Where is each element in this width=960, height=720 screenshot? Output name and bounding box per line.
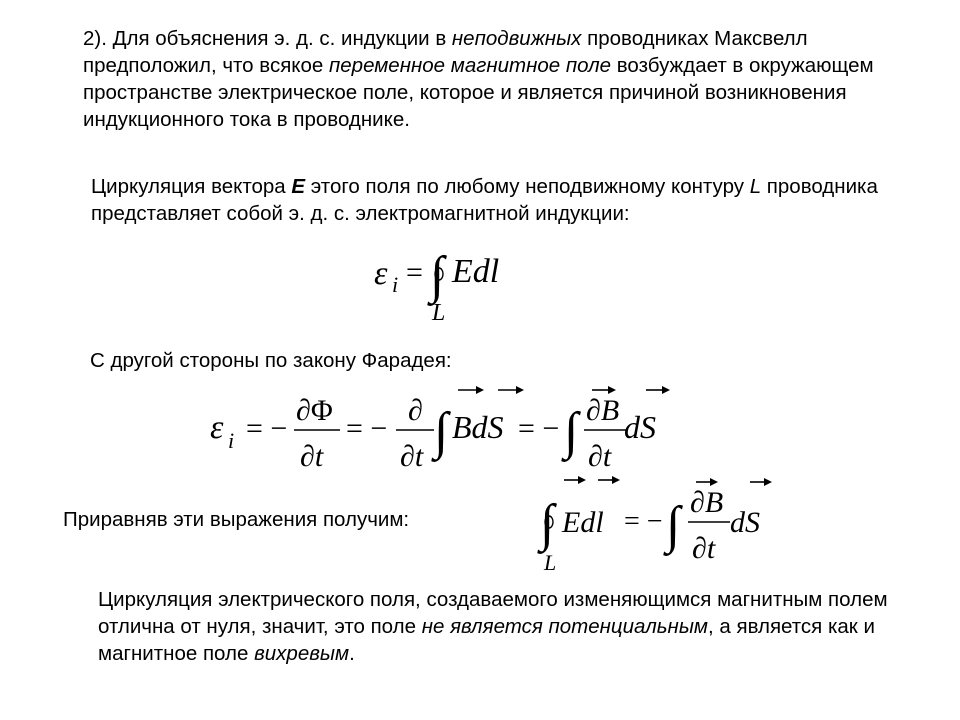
formula-equated [536, 470, 786, 578]
p1-emphasis-variable-field: переменное магнитное поле [329, 54, 612, 77]
p2-suffix: проводника представляет собой э. д. с. электромагнитной индукции: [91, 175, 878, 225]
p5-suffix: . [349, 642, 355, 665]
f2-vector-arrow-ds2 [646, 386, 670, 394]
f2-numerator-partial: ∂ [408, 394, 423, 427]
paragraph-circulation-definition [91, 173, 941, 227]
f2-vector-arrow-b2 [592, 386, 616, 394]
f2-equals-minus-2: = − [346, 412, 388, 445]
f3-denominator: ∂t [692, 532, 716, 565]
f3-contour-integral-sign: ∫ [540, 495, 555, 552]
paragraph-conclusion [98, 586, 918, 667]
p1-emphasis-stationary: неподвижных [451, 27, 582, 50]
f3-vector-arrow-b [696, 478, 718, 486]
f1-emf-symbol: ε [374, 255, 388, 292]
f3-integrand: Edl [562, 506, 604, 539]
paragraph-maxwell-hypothesis [83, 25, 933, 133]
f2-denominator-2: ∂t [400, 440, 424, 473]
f2-term-bds: BdS [452, 409, 504, 445]
f3-equals-minus: = − [624, 506, 663, 537]
f2-equals-minus-3: = − [518, 412, 560, 445]
f3-integral-sign: ∫ [666, 497, 681, 554]
p2-prefix: Циркуляция вектора [91, 175, 292, 198]
formula-emf-circulation [360, 236, 540, 328]
f1-equals: = [406, 256, 423, 289]
p2-contour-l: L [749, 175, 762, 198]
f3-vector-arrow-ds [750, 478, 772, 486]
f1-contour-integral-sign: ∫ [430, 247, 445, 304]
f2-denominator-3: ∂t [588, 440, 612, 473]
f2-emf-subscript: i [228, 428, 235, 453]
paragraph-equating: Приравняв эти выражения получим: [63, 508, 410, 531]
p5-emphasis-vortex: вихревым [254, 642, 350, 665]
f3-vector-arrow-e [564, 476, 586, 484]
f1-emf-subscript: i [392, 272, 399, 297]
f1-integrand: Edl [452, 253, 500, 290]
p2-vector-e: E [291, 175, 306, 198]
formula-faraday [200, 378, 690, 478]
f2-vector-arrow-b [458, 386, 484, 394]
f2-numerator-flux: ∂Φ [296, 394, 333, 427]
f3-term-ds: dS [730, 506, 760, 539]
f2-equals-minus-1: = − [246, 412, 288, 445]
p1-prefix: 2). Для объяснения э. д. с. индукции в [83, 27, 452, 50]
f2-term-ds: dS [624, 409, 656, 445]
f2-integral-sign-2: ∫ [564, 403, 579, 460]
p5-prefix: Циркуляция электрического поля, создаваемого изменяющимся магнитным полем отлична от нуля, значит, это поле [98, 588, 888, 638]
p1-middle: проводниках Максвелл предположил, что всякое [83, 27, 808, 77]
p5-emphasis-not-potential: не является потенциальным [421, 615, 708, 638]
f2-integral-sign-1: ∫ [434, 403, 449, 460]
f2-emf-symbol: ε [210, 409, 224, 446]
f2-numerator-b: ∂B [586, 394, 620, 427]
p2-middle: этого поля по любому неподвижному контуру [305, 175, 750, 198]
p1-suffix: возбуждает в окружающем пространстве электрическое поле, которое и является причиной возникновения индукционного тока в проводнике. [83, 54, 874, 131]
f3-lower-limit: L [544, 550, 557, 575]
paragraph-faraday-law: С другой стороны по закону Фарадея: [90, 349, 452, 372]
f2-vector-arrow-ds [498, 386, 524, 394]
f1-lower-limit: L [432, 300, 446, 326]
f3-vector-arrow-dl [598, 476, 620, 484]
f3-numerator-b: ∂B [690, 486, 724, 519]
p5-middle: , а является как и магнитное поле [98, 615, 875, 665]
f2-denominator-1: ∂t [300, 440, 324, 473]
